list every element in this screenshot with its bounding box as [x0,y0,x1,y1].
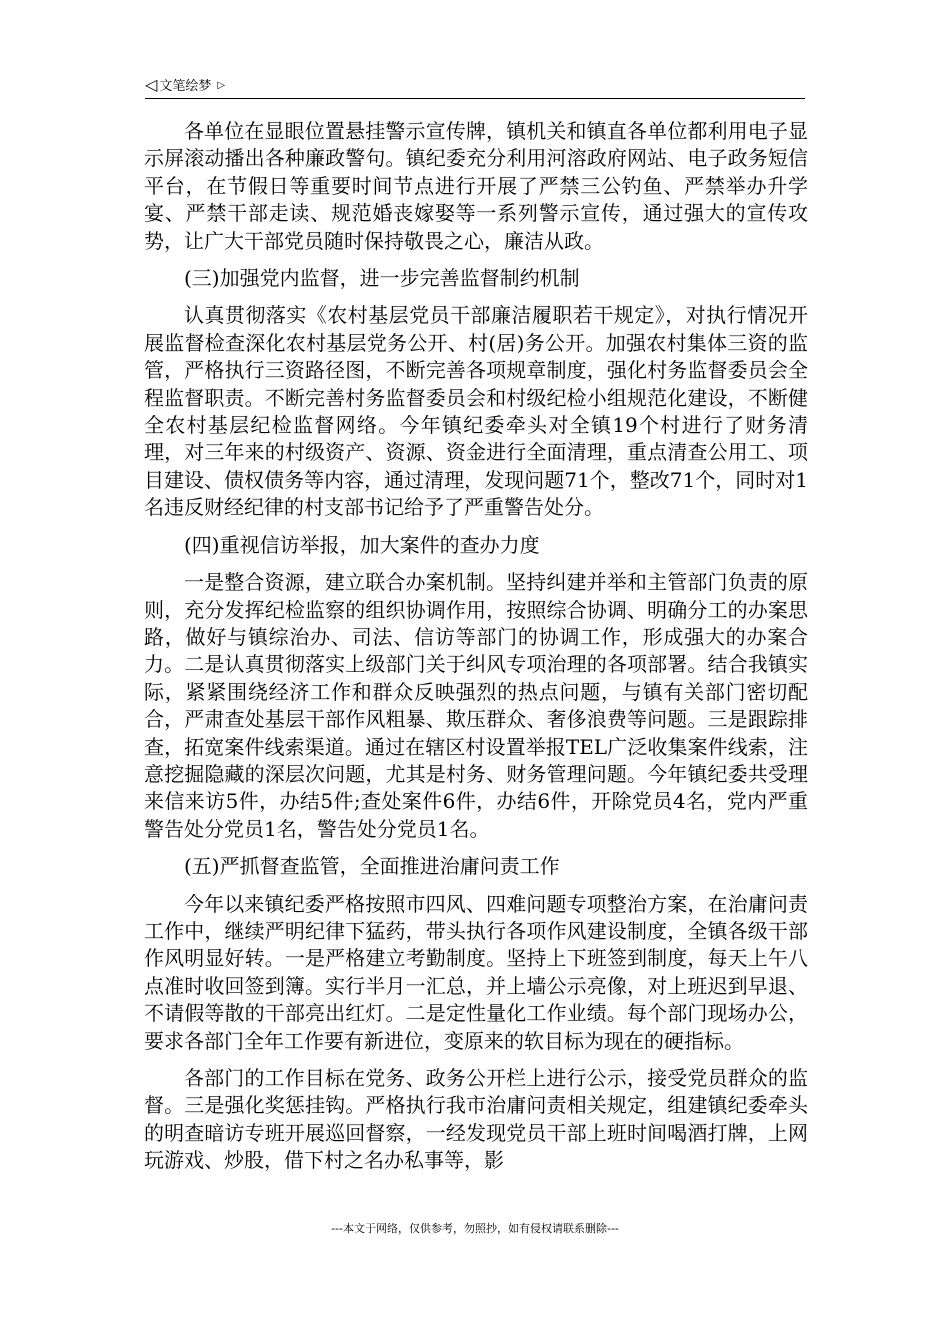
paragraph: 一是整合资源，建立联合办案机制。坚持纠建并举和主管部门负责的原则，充分发挥纪检监察的组织协调作用，按照综合协调、明确分工的办案思路，做好与镇综治办、司法、信访等部门的协调工作，形成强大的办案合力。二是认真贯彻落实上级部门关于纠风专项治理的各项部署。结合我镇实际，紧紧围绕经济工作和群众反映强烈的热点问题，与镇有关部门密切配合，严肃查处基层干部作风粗暴、欺压群众、奢侈浪费等问题。三是跟踪排查，拓宽案件线索渠道。通过在辖区村设置举报TEL广泛收集案件线索，注意挖掘隐藏的深层次问题，尤其是村务、财务管理问题。今年镇纪委共受理来信来访5件，办结5件;查处案件6件，办结6件，开除党员4名，党内严重警告处分党员1名，警告处分党员1名。 [144,570,808,841]
triangle-left-icon: ◁ [145,75,158,94]
paragraph: 今年以来镇纪委严格按照市四风、四难问题专项整治方案，在治庸问责工作中，继续严明纪律下猛药，带头执行各项作风建设制度，全镇各级干部作风明显好转。一是严格建立考勤制度。坚持上下班签到制度，每天上午八点准时收回签到簿。实行半月一汇总，并上墙公示亮像，对上班迟到早退、不请假等散的干部亮出红灯。二是定性量化工作业绩。每个部门现场办公，要求各部门全年工作要有新进位，变原来的软目标为现在的硬指标。 [144,891,808,1053]
document-body [144,118,808,1185]
section-heading: (五)严抓督查监管，全面推进治庸问责工作 [184,854,560,879]
section-heading: (三)加强党内监督，进一步完善监督制约机制 [184,266,580,291]
section-heading: (四)重视信访举报，加大案件的查办力度 [184,532,540,557]
page-header [145,74,805,99]
paragraph: 认真贯彻落实《农村基层党员干部廉洁履职若干规定》，对执行情况开展监督检查深化农村基层党务公开、村(居)务公开。加强农村集体三资的监管，严格执行三资路径图，不断完善各项规章制度，强化村务监督委员会全程监督职责。不断完善村务监督委员会和村级纪检小组规范化建设，不断健全农村基层纪检监督网络。今年镇纪委牵头对全镇19个村进行了财务清理，对三年来的村级资产、资源、资金进行全面清理，重点清查公用工、项目建设、债权债务等内容，通过清理，发现问题71个，整改71个，同时对1名违反财经纪律的村支部书记给予了严重警告处分。 [144,303,808,520]
paragraph: 各部门的工作目标在党务、政务公开栏上进行公示，接受党员群众的监督。三是强化奖惩挂钩。严格执行我市治庸问责相关规定，组建镇纪委牵头的明查暗访专班开展巡回督察，一经发现党员干部上班时间喝酒打牌，上网玩游戏、炒股，借下村之名办私事等，影 [144,1066,808,1173]
page-footer: ---本文于网络，仅供参考，勿照抄，如有侵权请联系删除--- [331,1222,619,1235]
paragraph: 各单位在显眼位置悬挂警示宣传牌，镇机关和镇直各单位都利用电子显示屏滚动播出各种廉政警句。镇纪委充分利用河溶政府网站、电子政务短信平台，在节假日等重要时间节点进行开展了严禁三公钓鱼、严禁举办升学宴、严禁干部走读、规范婚丧嫁娶等一系列警示宣传，通过强大的宣传攻势，让广大干部党员随时保持敬畏之心，廉洁从政。 [144,119,808,253]
triangle-right-icon: ▷ [217,80,226,91]
header-title: 文笔绘梦 [159,79,212,94]
